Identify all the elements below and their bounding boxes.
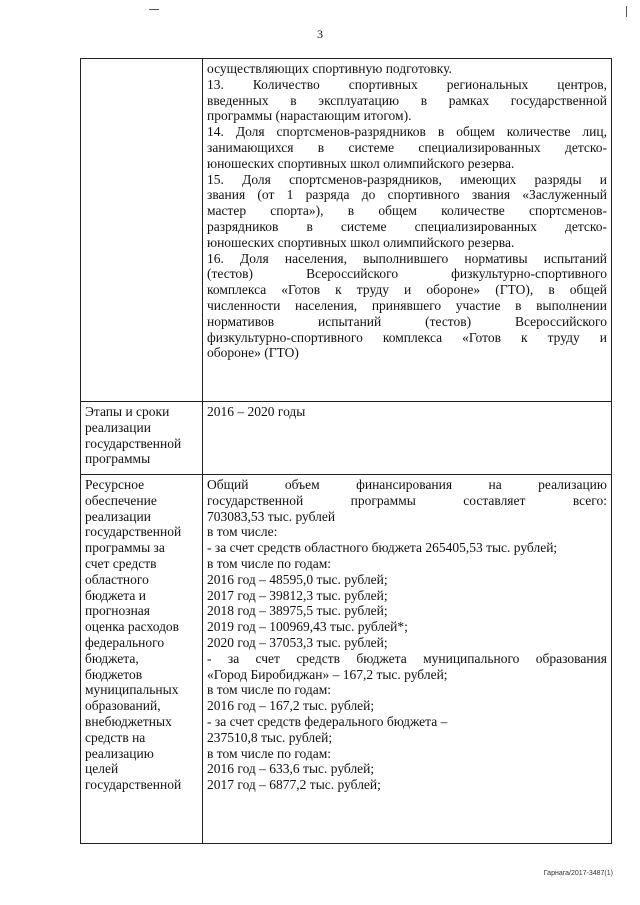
table-row-stages-and-terms (81, 402, 612, 475)
page-number: 3 (317, 27, 323, 41)
content-line: мастер спорта»), в общем количестве спортсменов- (207, 203, 607, 219)
content-line: 2018 год – 38975,5 тыс. рублей; (207, 603, 388, 619)
content-line: нормативов испытаний (тестов) Всероссийского (207, 313, 607, 329)
content-line: государственной программы составляет всего: (207, 492, 607, 508)
row-label-line: счет средств (85, 555, 157, 571)
content-line: 2016 год – 633,6 тыс. рублей; (207, 761, 375, 777)
row-label-line: реализации (85, 508, 151, 524)
row-label-line: областного (85, 571, 149, 587)
row-label-line: внебюджетных (85, 713, 172, 729)
content-line: в том числе: (207, 524, 278, 540)
program-passport-table (80, 58, 612, 844)
row-label-line: оценка расходов (85, 619, 180, 635)
row-label-line: федерального (85, 634, 165, 650)
content-line: 2017 год – 39812,3 тыс. рублей; (207, 587, 388, 603)
row-label-line: прогнозная (85, 603, 150, 619)
row-label-line: Этапы и сроки (85, 404, 170, 419)
content-line: юношеских спортивных школ олимпийского резерва. (207, 155, 515, 171)
content-line: звания (от 1 разряда до спортивного звания «Заслуженный (207, 187, 607, 203)
row-label-line: программы (85, 451, 151, 467)
scan-artifact-tick (626, 6, 627, 17)
scan-artifact-dash (149, 9, 159, 10)
row-label-line: бюджета, (85, 650, 139, 666)
content-line: осуществляющих спортивную подготовку. (207, 61, 452, 76)
content-line: 703083,53 тыс. рублей (207, 508, 336, 524)
content-line: комплекса «Готов к труду и обороне» (ГТО), в общей (207, 282, 607, 298)
content-line: разрядников в системе специализированных детско- (207, 218, 607, 234)
document-footer-code: Гарнага/2017-3487(1) (543, 870, 613, 877)
content-line: 14. Доля спортсменов-разрядников в общем количестве лиц, (207, 124, 607, 140)
content-line: введенных в эксплуатацию в рамках государственной (207, 92, 607, 108)
row-content-cell (203, 402, 612, 475)
content-line: в том числе по годам: (207, 682, 332, 698)
content-line: 2019 год – 100969,43 тыс. рублей*; (207, 619, 408, 635)
row-label-line: муниципальных (85, 682, 179, 698)
row-label-line: государственной (85, 435, 182, 451)
content-line: программы (нарастающим итогом). (207, 108, 412, 124)
content-line: 2016 год – 48595,0 тыс. рублей; (207, 571, 388, 587)
row-label-line: целей (85, 761, 119, 777)
row-label-line: государственной (85, 524, 182, 540)
row-label-line: бюджетов (85, 666, 143, 682)
row-label-line: обеспечение (85, 492, 157, 508)
row-label-line: государственной (85, 777, 182, 793)
content-line: 2020 год – 37053,3 тыс. рублей; (207, 634, 388, 650)
content-line: - за счет средств бюджета муниципального образования (207, 650, 607, 666)
row-label-cell (81, 475, 203, 844)
content-line: юношеских спортивных школ олимпийского резерва. (207, 234, 515, 250)
row-label-line: Ресурсное (85, 477, 145, 492)
content-line: Общий объем финансирования на реализацию (207, 477, 607, 492)
row-label-line: программы за (85, 540, 165, 556)
content-line: занимающихся в системе специализированных детско- (207, 139, 607, 155)
content-line: 2016 – 2020 годы (207, 404, 306, 419)
content-line: 237510,8 тыс. рублей; (207, 729, 333, 745)
content-line: обороне» (ГТО) (207, 345, 299, 361)
content-line: физкультурно-спортивного комплекса «Готов к труду и (207, 329, 607, 345)
table-row-resource-provision (81, 475, 612, 844)
content-line: 16. Доля населения, выполнившего нормативы испытаний (207, 250, 607, 266)
row-label-cell (81, 402, 203, 475)
row-label-line: средств на (85, 729, 146, 745)
content-line: 2017 год – 6877,2 тыс. рублей; (207, 777, 381, 793)
content-line: в том числе по годам: (207, 745, 332, 761)
row-label-line: реализации (85, 419, 151, 435)
row-content-cell (203, 475, 612, 844)
row-label-line: бюджета и (85, 587, 146, 603)
content-line: 13. Количество спортивных региональных центров, (207, 76, 607, 92)
row-label-line: образований, (85, 698, 161, 714)
content-line: 2016 год – 167,2 тыс. рублей; (207, 698, 375, 714)
row-content-cell (203, 59, 612, 402)
content-line: 15. Доля спортсменов-разрядников, имеющих разряды и (207, 171, 607, 187)
content-line: - за счет средств федерального бюджета – (207, 713, 448, 729)
row-label-cell (81, 59, 203, 402)
content-line: - за счет средств областного бюджета 265405,53 тыс. рублей; (207, 540, 558, 556)
content-line: численности населения, принявшего участие в выполнении (207, 297, 607, 313)
row-label-line: реализацию (85, 745, 154, 761)
content-line: в том числе по годам: (207, 555, 332, 571)
table-row-target-indicators (81, 59, 612, 402)
content-line: «Город Биробиджан» – 167,2 тыс. рублей; (207, 666, 448, 682)
content-line: (тестов) Всероссийского физкультурно-спортивного (207, 266, 607, 282)
